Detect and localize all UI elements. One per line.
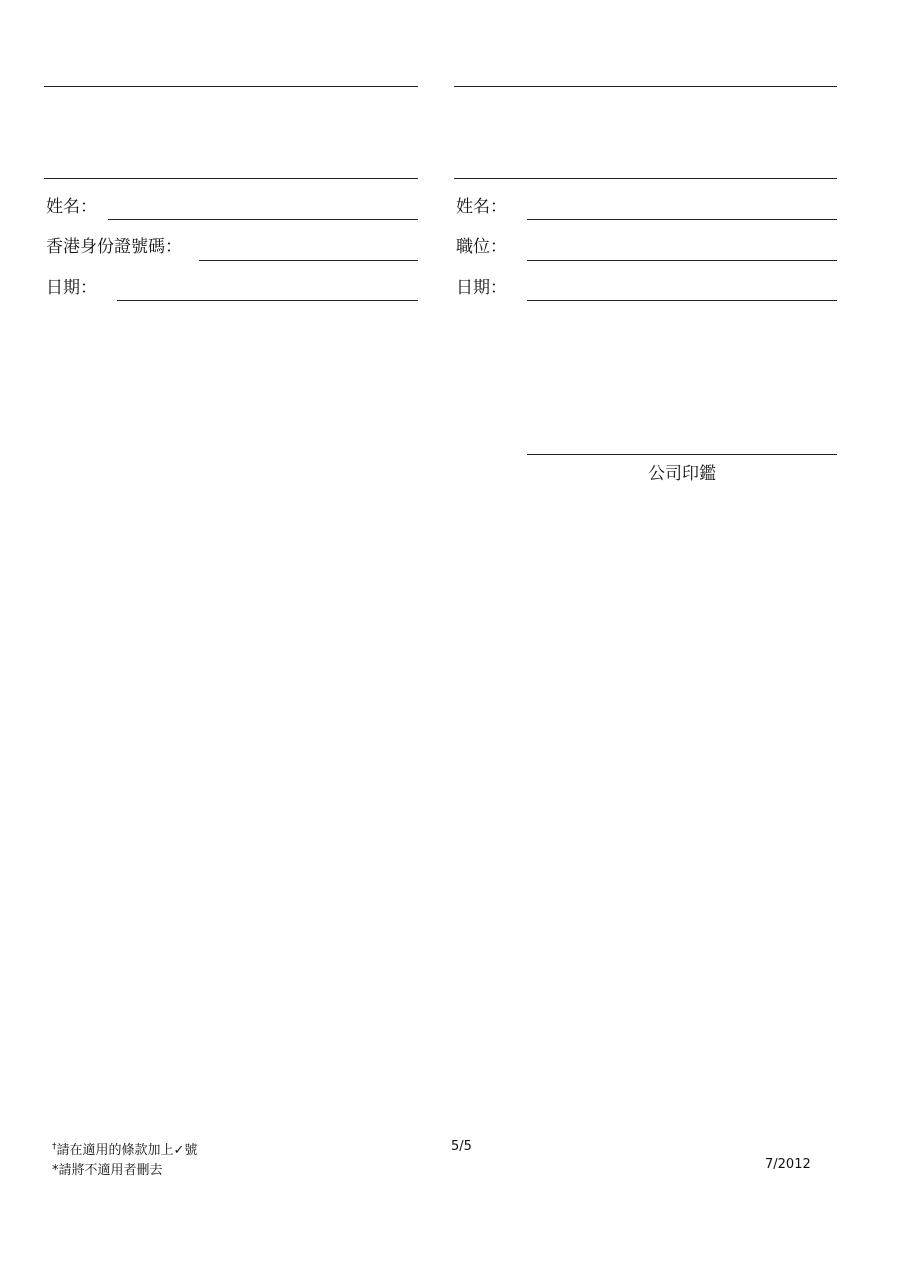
right-name-label: 姓名： bbox=[456, 197, 507, 217]
right-name-field[interactable] bbox=[527, 219, 837, 220]
left-name-field[interactable] bbox=[108, 219, 418, 220]
dagger-marker: † bbox=[52, 1142, 57, 1152]
left-signature-line[interactable] bbox=[44, 178, 418, 179]
footnote-delete-instruction: *請將不適用者刪去 bbox=[52, 1163, 163, 1178]
left-name-label: 姓名： bbox=[46, 197, 97, 217]
right-top-rule bbox=[454, 86, 837, 87]
page-number: 5/5 bbox=[451, 1139, 472, 1154]
left-date-label: 日期： bbox=[46, 278, 97, 298]
right-date-field[interactable] bbox=[527, 300, 837, 301]
right-position-field[interactable] bbox=[527, 260, 837, 261]
left-date-field[interactable] bbox=[117, 300, 418, 301]
footnote-tick-instruction bbox=[52, 1143, 197, 1159]
company-seal-line[interactable] bbox=[527, 454, 837, 455]
right-date-label: 日期： bbox=[456, 278, 507, 298]
footnote-tick-text: 請在適用的條款加上✓號 bbox=[56, 1143, 198, 1158]
right-position-label: 職位： bbox=[456, 237, 507, 257]
left-top-rule bbox=[44, 86, 418, 87]
right-signature-line[interactable] bbox=[454, 178, 837, 179]
left-hkid-field[interactable] bbox=[199, 260, 418, 261]
form-version: 7/2012 bbox=[765, 1157, 811, 1172]
company-seal-label: 公司印鑑 bbox=[648, 464, 716, 484]
left-hkid-label: 香港身份證號碼： bbox=[46, 237, 182, 257]
